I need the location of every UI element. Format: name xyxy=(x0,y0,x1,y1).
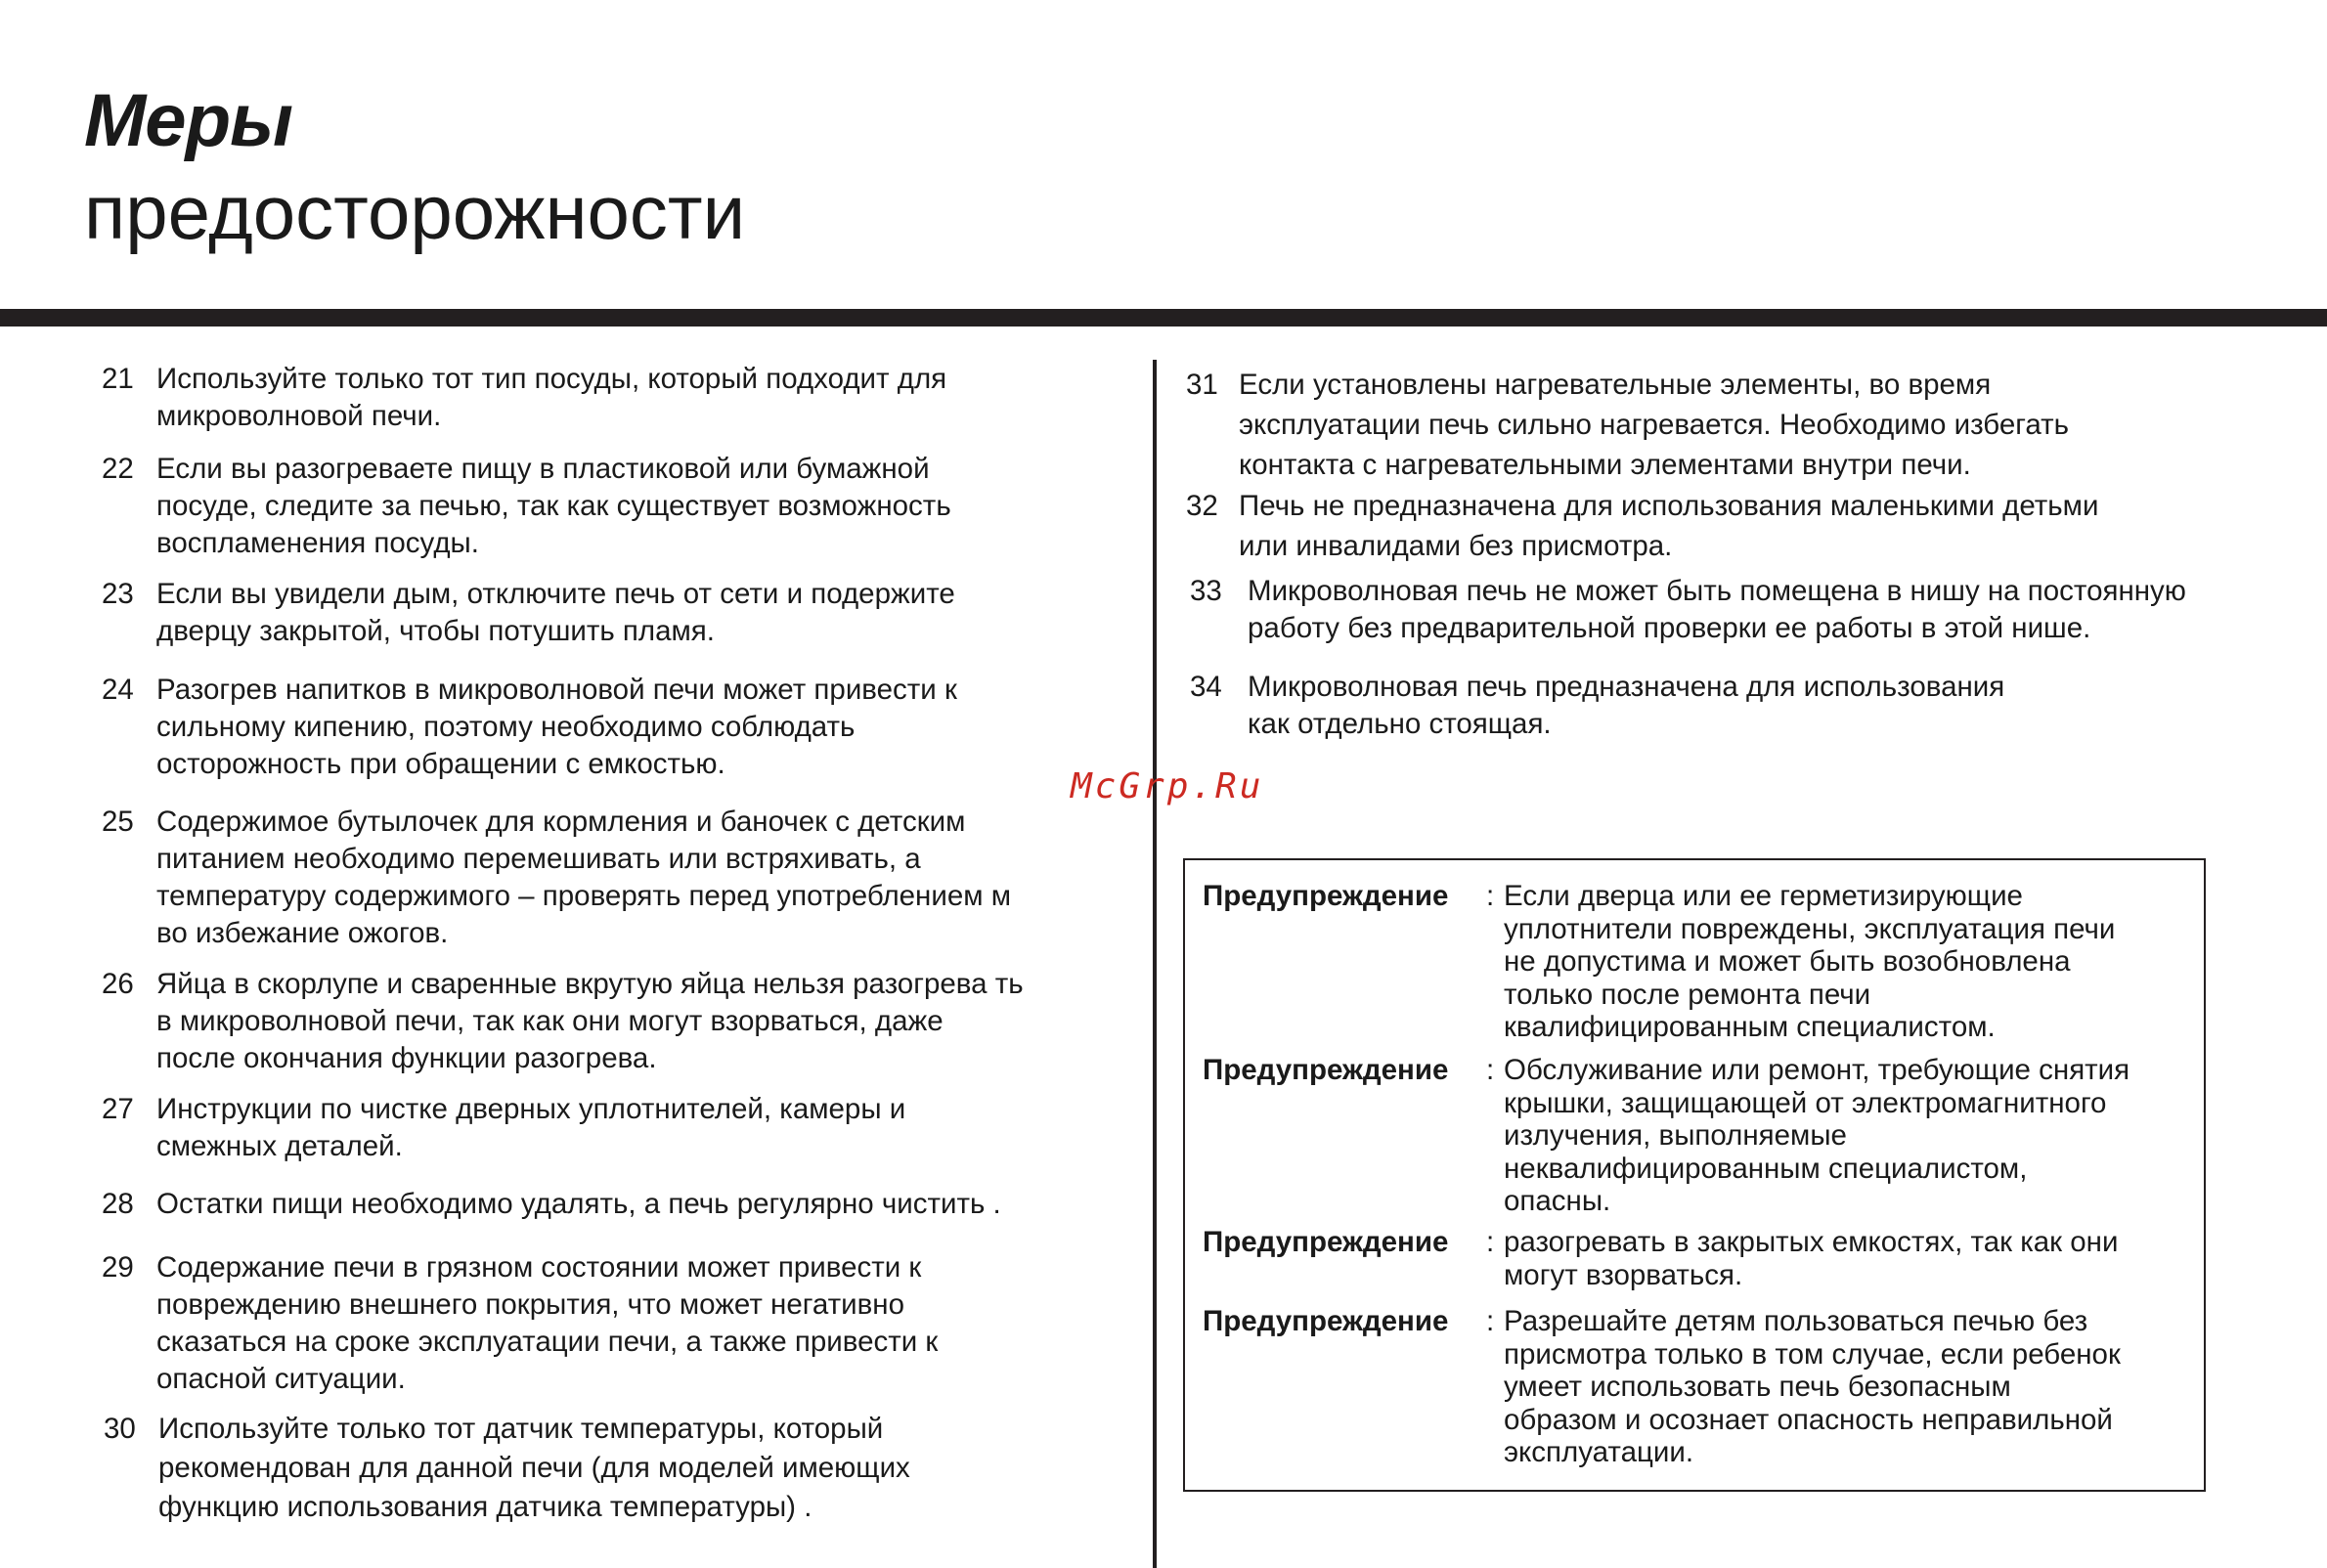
item-line: Яйца в скорлупе и сваренные вкрутую яйца нельзя разогрева ть xyxy=(156,968,1024,1000)
item-line: эксплуатации печь сильно нагревается. Необходимо избегать xyxy=(1239,409,2070,441)
item-line: Содержимое бутылочек для кормления и баночек с детским xyxy=(156,806,966,838)
header-divider-bar xyxy=(0,309,2327,327)
item-text xyxy=(156,576,955,650)
warning-label: Предупреждение xyxy=(1203,1226,1449,1258)
item-line: питанием необходимо перемешивать или встряхивать, а xyxy=(156,843,921,875)
item-line: или инвалидами без присмотра. xyxy=(1239,530,1673,562)
warning-line: могут взорваться. xyxy=(1504,1258,1743,1291)
item-line: Печь не предназначена для использования маленькими детьми xyxy=(1239,490,2099,522)
warning-text xyxy=(1504,880,2115,1044)
item-number: 29 xyxy=(102,1251,134,1284)
item-line: после окончания функции разогрева. xyxy=(156,1042,657,1074)
item-number: 26 xyxy=(102,968,134,1000)
item-text xyxy=(1239,486,2098,566)
item-number: 33 xyxy=(1190,575,1222,607)
warning-line: эксплуатации. xyxy=(1504,1436,1694,1468)
item-text xyxy=(156,672,957,783)
warning-line: крышки, защищающей от электромагнитного xyxy=(1504,1086,2107,1119)
warning-text xyxy=(1504,1054,2129,1218)
warning-line: излучения, выполняемые xyxy=(1504,1119,1847,1152)
item-line: Содержание печи в грязном состоянии может привести к xyxy=(156,1251,922,1284)
item-line: Инструкции по чистке дверных уплотнителей, камеры и xyxy=(156,1093,906,1125)
warning-colon: : xyxy=(1486,1226,1495,1258)
warning-label: Предупреждение xyxy=(1203,1305,1449,1337)
warning-colon: : xyxy=(1486,1305,1495,1337)
item-line: температуру содержимого – проверять перед употреблением м xyxy=(156,880,1011,912)
item-text xyxy=(156,804,1011,952)
warning-text xyxy=(1504,1305,2121,1469)
warning-line: неквалифицированным специалистом, xyxy=(1504,1152,2028,1185)
item-line: рекомендован для данной печи (для моделей имеющих xyxy=(158,1452,910,1484)
warning-label: Предупреждение xyxy=(1203,880,1449,912)
item-line: функцию использования датчика температуры) . xyxy=(158,1491,812,1523)
item-number: 25 xyxy=(102,806,134,838)
item-text xyxy=(1239,365,2069,485)
item-text xyxy=(156,1186,1001,1223)
warnings-box xyxy=(1183,858,2206,1492)
item-number: 32 xyxy=(1186,490,1218,522)
item-line: опасной ситуации. xyxy=(156,1363,406,1395)
item-line: Если вы разогреваете пищу в пластиковой или бумажной xyxy=(156,453,930,485)
item-text xyxy=(156,451,951,562)
item-line: повреждению внешнего покрытия, что может негативно xyxy=(156,1288,904,1321)
item-line: смежных деталей. xyxy=(156,1130,403,1162)
item-number: 30 xyxy=(104,1413,136,1445)
item-line: воспламенения посуды. xyxy=(156,527,479,559)
warning-line: умеет использовать печь безопасным xyxy=(1504,1371,2011,1403)
page-title-line-1: Меры xyxy=(84,79,292,162)
warning-line: уплотнители повреждены, эксплуатация печи xyxy=(1504,912,2116,945)
item-line: дверцу закрытой, чтобы потушить пламя. xyxy=(156,615,715,647)
item-line: осторожность при обращении с емкостью. xyxy=(156,748,725,780)
warning-line: разогревать в закрытых емкостях, так как они xyxy=(1504,1226,2119,1258)
item-line: Микроволновая печь не может быть помещена в нишу на постоянную xyxy=(1248,575,2186,607)
warning-line: только после ремонта печи xyxy=(1504,978,1871,1011)
item-line: Если установлены нагревательные элементы, во время xyxy=(1239,369,1992,401)
item-line: Остатки пищи необходимо удалять, а печь регулярно чистить . xyxy=(156,1188,1001,1220)
item-line: в микроволновой печи, так как они могут взорваться, даже xyxy=(156,1005,944,1037)
item-text xyxy=(156,1249,938,1398)
watermark: McGrp.Ru xyxy=(1071,766,1264,806)
item-number: 21 xyxy=(102,363,134,395)
warning-text xyxy=(1504,1226,2118,1291)
item-line: микроволновой печи. xyxy=(156,400,442,432)
item-line: контакта с нагревательными элементами внутри печи. xyxy=(1239,449,1971,481)
item-line: Если вы увидели дым, отключите печь от сети и подержите xyxy=(156,578,955,610)
warning-colon: : xyxy=(1486,880,1495,912)
warning-line: не допустима и может быть возобновлена xyxy=(1504,945,2071,978)
warning-line: присмотра только в том случае, если ребенок xyxy=(1504,1337,2121,1371)
item-number: 23 xyxy=(102,578,134,610)
warning-line: опасны. xyxy=(1504,1185,1611,1217)
warning-colon: : xyxy=(1486,1054,1495,1086)
item-line: Используйте только тот тип посуды, который подходит для xyxy=(156,363,947,395)
warning-line: Разрешайте детям пользоваться печью без xyxy=(1504,1305,2088,1337)
item-number: 24 xyxy=(102,674,134,706)
item-line: работу без предварительной проверки ее работы в этой нише. xyxy=(1248,612,2091,644)
item-line: как отдельно стоящая. xyxy=(1248,708,1552,740)
warning-line: Обслуживание или ремонт, требующие снятия xyxy=(1504,1054,2130,1086)
item-line: Разогрев напитков в микроволновой печи может привести к xyxy=(156,674,957,706)
item-text xyxy=(1248,669,2004,743)
warning-line: образом и осознает опасность неправильной xyxy=(1504,1403,2113,1436)
item-line: сказаться на сроке эксплуатации печи, а также привести к xyxy=(156,1326,939,1358)
page-title-line-2: предосторожности xyxy=(84,169,746,255)
item-number: 34 xyxy=(1190,671,1222,703)
item-text xyxy=(1248,573,2186,647)
item-line: Используйте только тот датчик температуры, который xyxy=(158,1413,884,1445)
warning-line: Если дверца или ее герметизирующие xyxy=(1504,880,2023,912)
item-line: посуде, следите за печью, так как существует возможность xyxy=(156,490,951,522)
item-number: 22 xyxy=(102,453,134,485)
item-line: Микроволновая печь предназначена для использования xyxy=(1248,671,2005,703)
warning-line: квалифицированным специалистом. xyxy=(1504,1011,1996,1043)
item-number: 28 xyxy=(102,1188,134,1220)
item-number: 31 xyxy=(1186,369,1218,401)
item-text xyxy=(156,966,1024,1077)
item-line: сильному кипению, поэтому необходимо соблюдать xyxy=(156,711,856,743)
item-text xyxy=(158,1410,910,1527)
item-text xyxy=(156,361,946,435)
item-line: во избежание ожогов. xyxy=(156,917,449,949)
warning-label: Предупреждение xyxy=(1203,1054,1449,1086)
column-divider xyxy=(1153,360,1157,1568)
item-text xyxy=(156,1091,905,1165)
item-number: 27 xyxy=(102,1093,134,1125)
